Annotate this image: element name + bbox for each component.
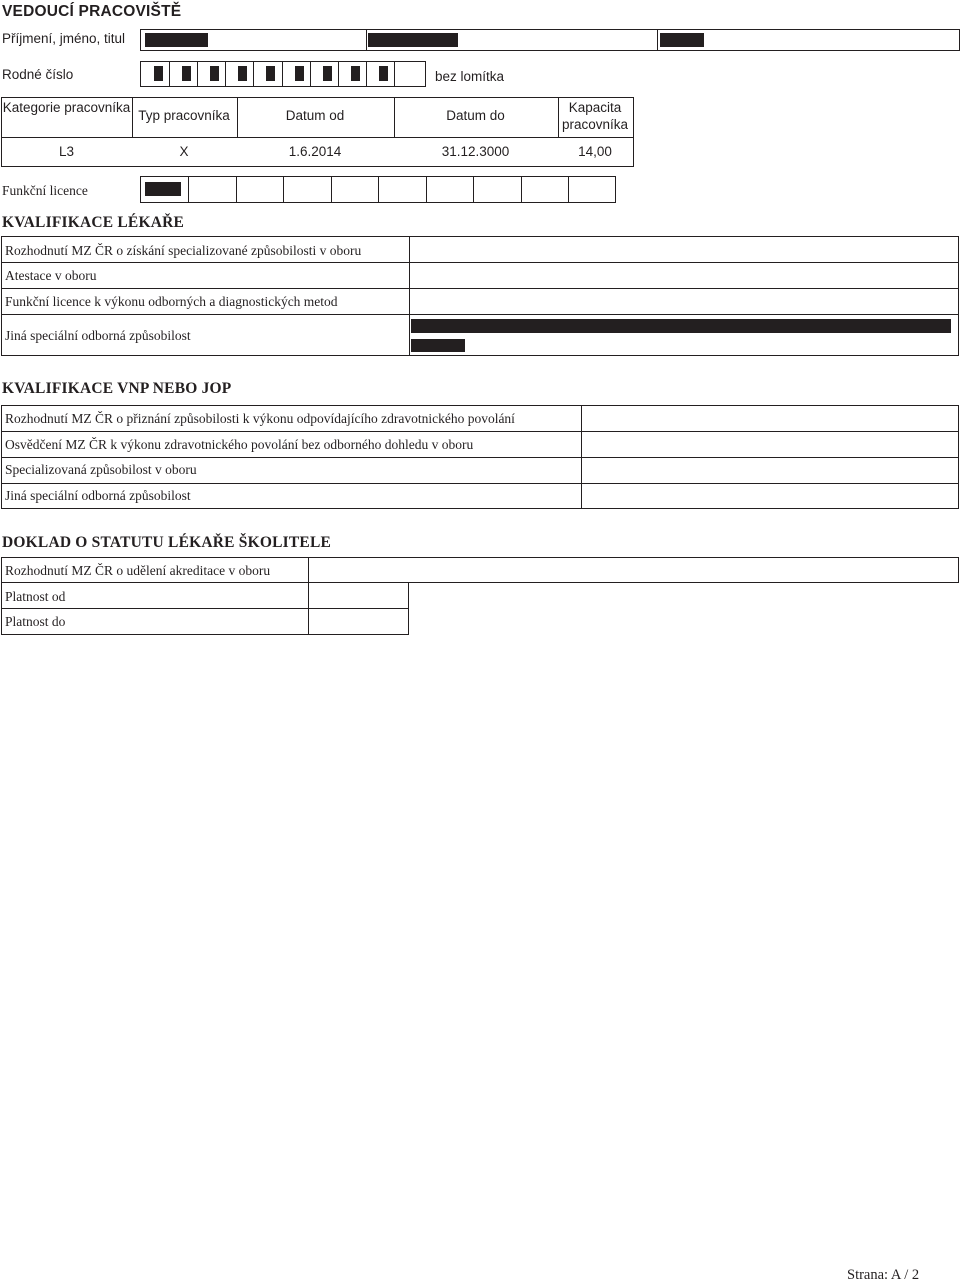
section-title-vedouci: VEDOUCÍ PRACOVIŠTĚ [2, 3, 182, 20]
lekar-value-field[interactable] [410, 288, 958, 314]
platnost-do-field[interactable] [310, 609, 408, 634]
lekar-value-field[interactable] [410, 237, 958, 262]
redacted-firstname [368, 33, 458, 47]
redacted-digit [210, 66, 219, 81]
lekar-row-label: Jiná speciální odborná způsobilost [5, 328, 191, 343]
table-cell-kapacita: 14,00 [578, 144, 612, 159]
redacted-specialization [411, 339, 465, 352]
table-header-typ: Typ pracovníka [138, 108, 230, 123]
skolitel-row-label: Rozhodnutí MZ ČR o udělení akreditace v oboru [5, 563, 271, 578]
redacted-digit [266, 66, 275, 81]
vnp-row-label: Osvědčení MZ ČR k výkonu zdravotnického povolání bez odborného dohledu v oboru [5, 437, 474, 452]
name-label: Příjmení, jméno, titul [2, 31, 126, 46]
vnp-value-field[interactable] [582, 406, 958, 431]
table-header-datum-do: Datum do [446, 108, 505, 123]
lekar-value-field[interactable] [410, 262, 958, 288]
vnp-row-label: Specializovaná způsobilost v oboru [5, 462, 197, 477]
lekar-row-label: Funkční licence k výkonu odborných a diagnostických metod [5, 294, 338, 309]
page-number: Strana: A / 2 [847, 1267, 920, 1283]
redacted-digit [182, 66, 191, 81]
table-header-kategorie: Kategorie pracovníka [2, 100, 131, 115]
redacted-digit [323, 66, 332, 81]
skolitel-row-label: Platnost do [5, 614, 66, 629]
section-title-lekar: KVALIFIKACE LÉKAŘE [2, 214, 185, 231]
platnost-od-field[interactable] [310, 583, 408, 608]
redacted-title [660, 33, 704, 47]
vnp-row-label: Jiná speciální odborná způsobilost [5, 488, 191, 503]
redacted-digit [295, 66, 304, 81]
table-cell-typ: X [179, 144, 189, 159]
redacted-specialization [411, 319, 951, 333]
licence-field[interactable] [140, 176, 616, 203]
table-header-datum-od: Datum od [285, 108, 345, 123]
redacted-digit [379, 66, 388, 81]
lekar-row-label: Rozhodnutí MZ ČR o získání specializované způsobilosti v oboru [5, 243, 362, 258]
skolitel-row-label: Platnost od [5, 589, 66, 604]
vnp-value-field[interactable] [582, 483, 958, 508]
table-header-kapacita: Kapacita pracovníka [561, 100, 629, 132]
vnp-row-label: Rozhodnutí MZ ČR o přiznání způsobilosti k výkonu odpovídajícího zdravotnického povolání [5, 411, 515, 426]
table-cell-kategorie: L3 [58, 144, 75, 159]
birth-number-suffix: bez lomítka [435, 69, 505, 84]
redacted-digit [154, 66, 163, 81]
section-title-vnp: KVALIFIKACE VNP NEBO JOP [2, 380, 232, 397]
licence-label: Funkční licence [2, 183, 88, 198]
table-cell-datum-od: 1.6.2014 [288, 144, 342, 159]
redacted-licence [145, 182, 181, 196]
lekar-row-label: Atestace v oboru [5, 268, 97, 283]
redacted-digit [351, 66, 360, 81]
vnp-value-field[interactable] [582, 457, 958, 483]
akreditace-field[interactable] [310, 558, 958, 582]
name-field[interactable] [140, 29, 960, 51]
section-title-skolitel: DOKLAD O STATUTU LÉKAŘE ŠKOLITELE [2, 534, 332, 551]
table-cell-datum-do: 31.12.3000 [441, 144, 510, 159]
birth-number-label: Rodné číslo [2, 67, 74, 82]
redacted-surname [145, 33, 208, 47]
vnp-value-field[interactable] [582, 431, 958, 457]
redacted-digit [238, 66, 247, 81]
